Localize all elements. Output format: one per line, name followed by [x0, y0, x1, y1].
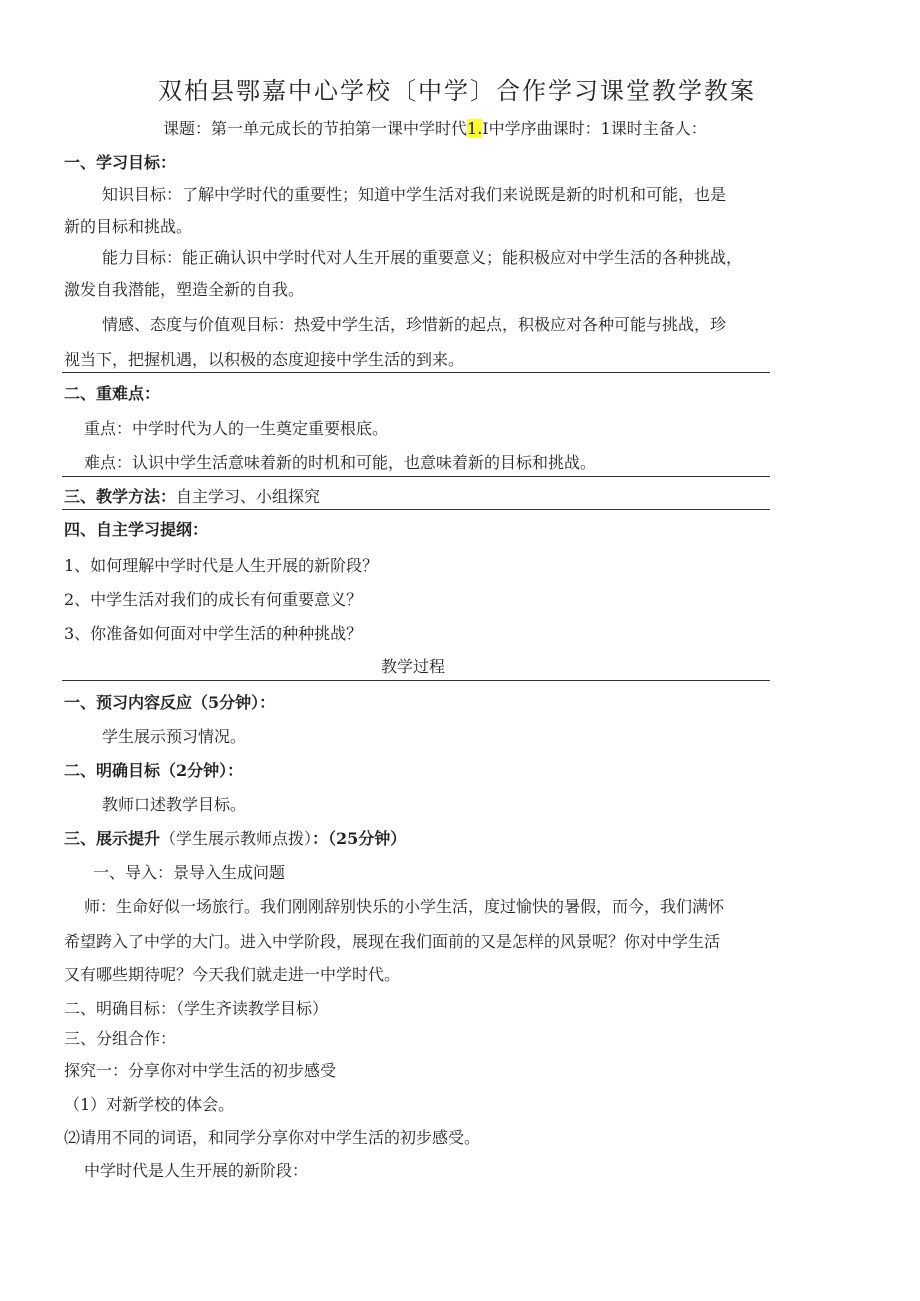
- process-step-3-time: ：（25分钟）: [312, 829, 407, 848]
- knowledge-goal-line-2: 新的目标和挑战。: [64, 217, 193, 236]
- ability-goal-line-1: 能力目标：能正确认识中学时代对人生开展的重要意义；能积极应对中学生活的各种挑战，: [102, 248, 743, 267]
- difficult-point: 难点：认识中学生活意味着新的时机和可能，也意味着新的目标和挑战。: [84, 453, 597, 472]
- teacher-speech-line-1: 师：生命好似一场旅行。我们刚刚辞别快乐的小学生活，度过愉快的暑假，而今，我们满怀: [84, 897, 725, 916]
- teacher-speech-line-3: 又有哪些期待呢？今天我们就走进一中学时代。: [64, 965, 401, 984]
- intro-step: 一、导入：景导入生成问题: [93, 863, 286, 882]
- subtitle-suffix: I中学序曲课时：1课时主备人：: [482, 119, 707, 138]
- page-title: 双柏县鄂嘉中心学校〔中学〕合作学习课堂教学教案: [158, 77, 756, 105]
- section-divider: [62, 680, 770, 681]
- exploration-item-1: （1）对新学校的体会。: [64, 1095, 235, 1114]
- process-step-3-title: 三、展示提升: [64, 829, 161, 848]
- knowledge-goal-line-1: 知识目标：了解中学时代的重要性；知道中学生活对我们来说既是新的时机和可能，也是: [102, 185, 727, 204]
- teaching-method-content: 自主学习、小组探究: [176, 487, 321, 506]
- exploration-1: 探究一：分享你对中学生活的初步感受: [64, 1061, 337, 1080]
- process-step-1-heading: 一、预习内容反应（5分钟）：: [64, 693, 276, 712]
- section-learning-goals-heading: 一、学习目标：: [64, 153, 177, 172]
- emotion-goal-line-1: 情感、态度与价值观目标：热爱中学生活，珍惜新的起点，积极应对各种可能与挑战，珍: [102, 315, 727, 334]
- ability-goal-line-2: 激发自我潜能，塑造全新的自我。: [64, 280, 305, 299]
- section-divider: [62, 476, 770, 477]
- highlighted-text: 1.: [467, 119, 483, 138]
- process-step-1-content: 学生展示预习情况。: [102, 727, 247, 746]
- group-step: 三、分组合作：: [64, 1029, 177, 1048]
- outline-question-1: 1、如何理解中学时代是人生开展的新阶段？: [64, 556, 379, 575]
- process-step-2-heading: 二、明确目标（2分钟）：: [64, 761, 244, 780]
- exploration-item-2: ⑵请用不同的词语，和同学分享你对中学生活的初步感受。: [64, 1128, 481, 1147]
- teaching-process-heading: 教学过程: [381, 657, 446, 676]
- key-point: 重点：中学时代为人的一生奠定重要根底。: [84, 419, 389, 438]
- subtitle-prefix: 课题：第一单元成长的节拍第一课中学时代: [163, 119, 468, 138]
- process-step-2-content: 教师口述教学目标。: [102, 795, 247, 814]
- section-teaching-method-heading: 三、教学方法：: [64, 487, 177, 506]
- emotion-goal-line-2: 视当下，把握机遇，以积极的态度迎接中学生活的到来。: [64, 350, 465, 369]
- process-step-3-heading: [64, 828, 406, 850]
- section-divider: [62, 509, 770, 510]
- lesson-subtitle: [163, 118, 707, 140]
- outline-question-3: 3、你准备如何面对中学生活的种种挑战？: [64, 624, 363, 643]
- outline-question-2: 2、中学生活对我们的成长有何重要意义？: [64, 590, 363, 609]
- process-step-3-note: （学生展示教师点拨）: [160, 829, 313, 848]
- section-key-points-heading: 二、重难点：: [64, 384, 161, 403]
- teaching-method-line: [64, 486, 320, 508]
- goal-step: 二、明确目标：（学生齐读教学目标）: [64, 999, 329, 1018]
- section-study-outline-heading: 四、自主学习提纲：: [64, 520, 209, 539]
- stage-statement: 中学时代是人生开展的新阶段：: [84, 1161, 309, 1180]
- teacher-speech-line-2: 希望跨入了中学的大门。进入中学阶段，展现在我们面前的又是怎样的风景呢？你对中学生活: [64, 932, 721, 951]
- section-divider: [62, 372, 770, 373]
